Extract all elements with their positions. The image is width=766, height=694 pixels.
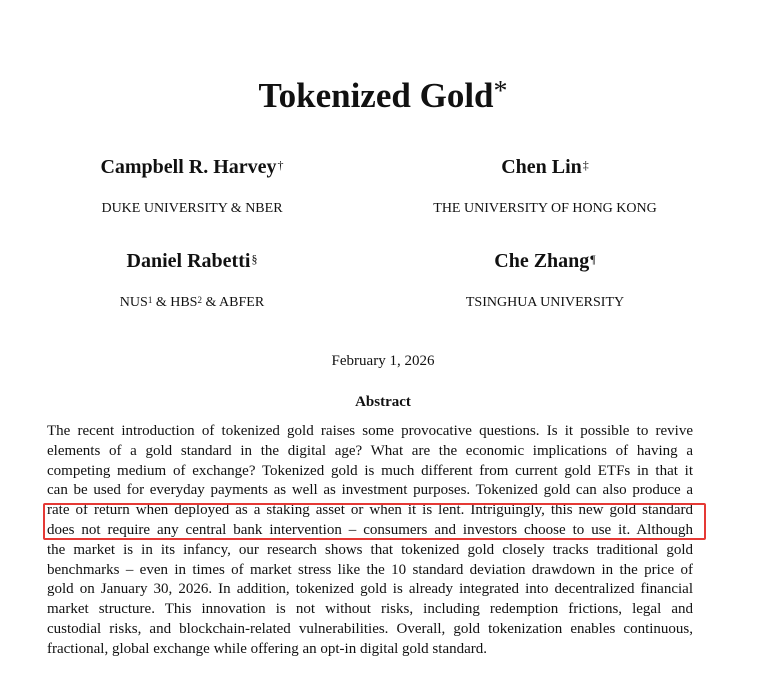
abstract-line: gold on January 30, 2026. In addition, tokenized gold is already integrated into decentralized financial [47, 581, 693, 598]
author-footnote-mark: † [277, 158, 284, 172]
abstract-line: market structure. This innovation is not without risks, including redemption frictions, legal and [47, 601, 693, 618]
abstract-line: custodial risks, and blockchain-related vulnerabilities. Overall, gold tokenization enables continuous, [47, 620, 693, 637]
abstract-body [47, 422, 693, 660]
author-footnote-mark: § [251, 252, 258, 266]
abstract-line-highlighted: does not require any central bank intervention – consumers and investors choose to use it. Although [47, 521, 693, 538]
author-name-text: Campbell R. Harvey [100, 156, 277, 178]
abstract-line: can be used for everyday payments as well as investment purposes. Tokenized gold can also produce a [47, 482, 693, 499]
affiliation-part: & HBS [152, 295, 198, 310]
affiliation-superscript: 2 [197, 295, 202, 305]
abstract-line: elements of a gold standard in the digital age? What are the economic implications of having a [47, 442, 693, 459]
affiliation-superscript: 1 [147, 295, 153, 305]
abstract-line: The recent introduction of tokenized gold raises some provocative questions. Is it possible to revive [47, 423, 693, 439]
abstract-line-highlighted: rate of return when deployed as a staking asset or when it is lent. Intriguingly, this new gold standard [47, 502, 693, 519]
author-block-zhang [395, 248, 695, 312]
affiliation-part: NUS [119, 295, 148, 310]
author-name [42, 248, 342, 274]
abstract-heading: Abstract [355, 394, 411, 410]
author-block-lin [395, 154, 695, 218]
author-block-harvey [42, 154, 342, 218]
author-name [395, 154, 695, 180]
abstract-line: the market is in its infancy, our research shows that tokenized gold closely tracks traditional gold [47, 541, 693, 558]
author-affiliation: TSINGHUA UNIVERSITY [465, 295, 625, 310]
author-affiliation [42, 294, 342, 312]
paper-title [0, 74, 766, 118]
author-name-text: Daniel Rabetti [126, 250, 251, 272]
author-name [42, 154, 342, 180]
author-footnote-mark: ‡ [582, 158, 589, 172]
affiliation-part: & ABFER [201, 295, 265, 310]
abstract-line: competing medium of exchange? Tokenized gold is much different from current gold ETFs in that it [47, 462, 693, 479]
abstract-line: benchmarks – even in times of market stress like the 10 standard deviation drawdown in the price of [47, 561, 693, 578]
paper-date: February 1, 2026 [331, 353, 435, 369]
abstract-line: fractional, global exchange while offering an opt-in digital gold standard. [47, 640, 488, 657]
author-name-text: Che Zhang [494, 250, 590, 272]
author-name-text: Chen Lin [501, 156, 582, 178]
title-footnote-mark: * [493, 76, 508, 107]
author-affiliation: THE UNIVERSITY OF HONG KONG [433, 201, 657, 216]
paper-title-text: Tokenized Gold [258, 76, 494, 115]
author-affiliation: DUKE UNIVERSITY & NBER [101, 201, 283, 216]
author-block-rabetti [42, 248, 342, 312]
author-footnote-mark: ¶ [590, 252, 596, 266]
author-name [395, 248, 695, 274]
